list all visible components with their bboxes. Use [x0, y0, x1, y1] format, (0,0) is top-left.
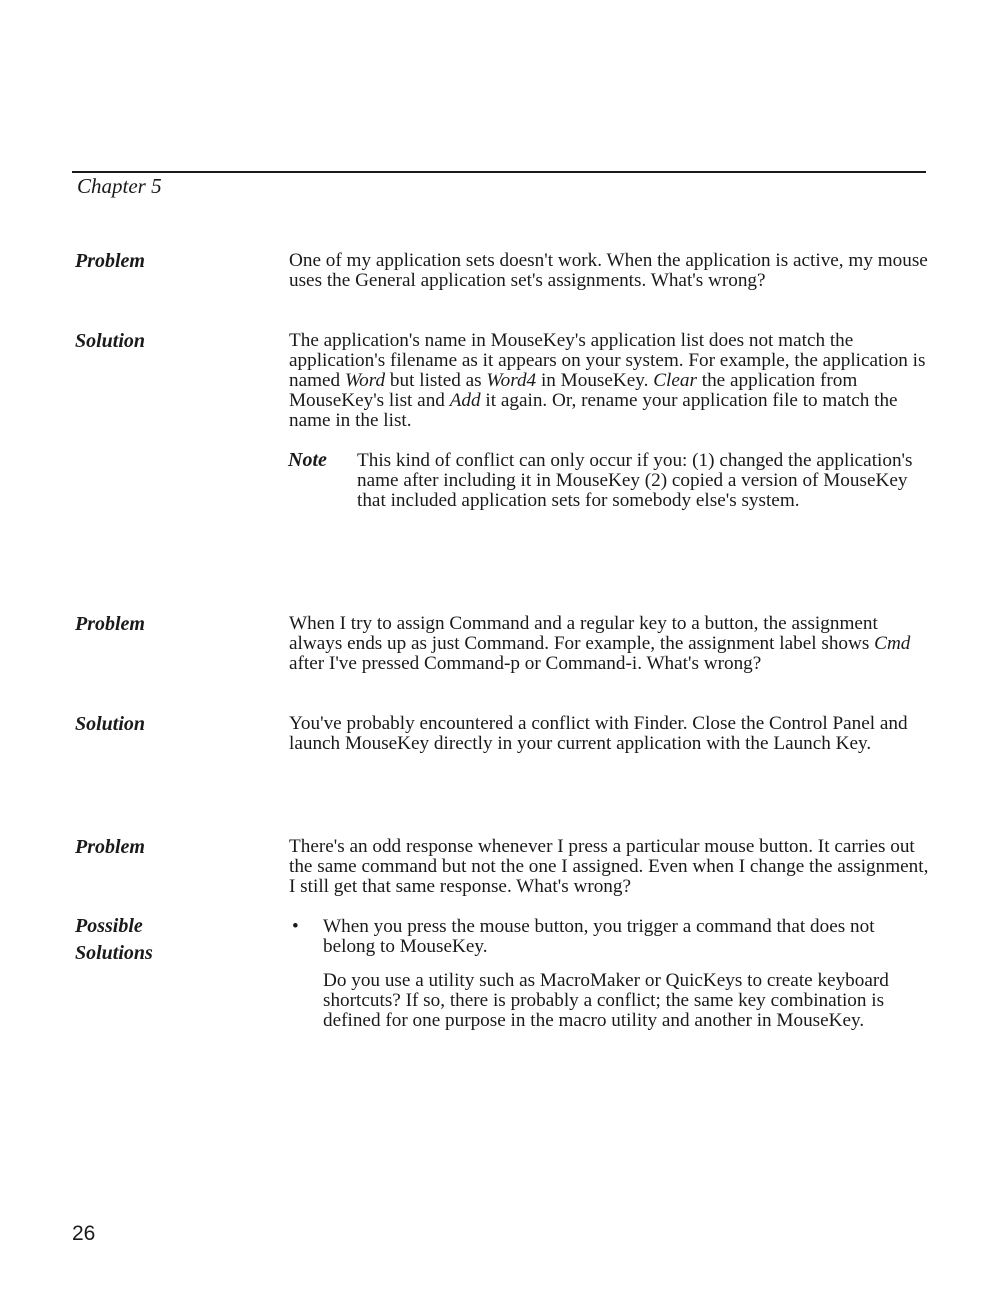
solution-label-1: Solution	[75, 330, 146, 352]
bullet-text: When you press the mouse button, you trigger a command that does not belong to MouseKey.	[323, 916, 875, 957]
problem-text-3: There's an odd response whenever I press a particular mouse button. It carries out the same command but not the one I assigned. Even when I change the assignment, I still get that same response. What's wrong?	[289, 836, 929, 897]
header-rule	[72, 171, 926, 173]
problem-text-1: One of my application sets doesn't work. When the application is active, my mouse uses the General application set's assignments. What's wrong?	[289, 250, 928, 291]
problem-label-2: Problem	[75, 613, 145, 635]
possible-solutions-label	[75, 913, 153, 967]
note-text: This kind of conflict can only occur if you: (1) changed the application's name after including it in MouseKey (2) copied a version of MouseKey that included application sets for somebody else's system.	[357, 450, 913, 511]
bullet-followup-text: Do you use a utility such as MacroMaker or QuicKeys to create keyboard shortcuts? If so, there is probably a conflict; the same key combination is defined for one purpose in the macro utility and another in MouseKey.	[323, 970, 889, 1031]
solution-text-2: You've probably encountered a conflict with Finder. Close the Control Panel and launch MouseKey directly in your current application with the Launch Key.	[289, 713, 908, 754]
page-number: 26	[72, 1222, 96, 1245]
solution-text-1: The application's name in MouseKey's application list does not match the application's filename as it appears on your system. For example, the application is named Word but listed as Word4 in MouseKey. Clear the application from MouseKey's list and Add it again. Or, rename your application file to match the name in the list.	[289, 330, 926, 431]
solution-label-2: Solution	[75, 713, 146, 735]
possible-solutions-label-line2: Solutions	[75, 942, 153, 964]
problem-label-3: Problem	[75, 836, 145, 858]
possible-solutions-label-line1: Possible	[75, 915, 143, 937]
bullet-point: •	[292, 916, 299, 937]
note-label: Note	[288, 449, 327, 471]
problem-text-2: When I try to assign Command and a regular key to a button, the assignment always ends up as just Command. For example, the assignment label shows Cmd after I've pressed Command-p or Command-i. What's wrong?	[289, 613, 911, 674]
chapter-heading: Chapter 5	[77, 174, 162, 198]
problem-label-1: Problem	[75, 250, 145, 272]
